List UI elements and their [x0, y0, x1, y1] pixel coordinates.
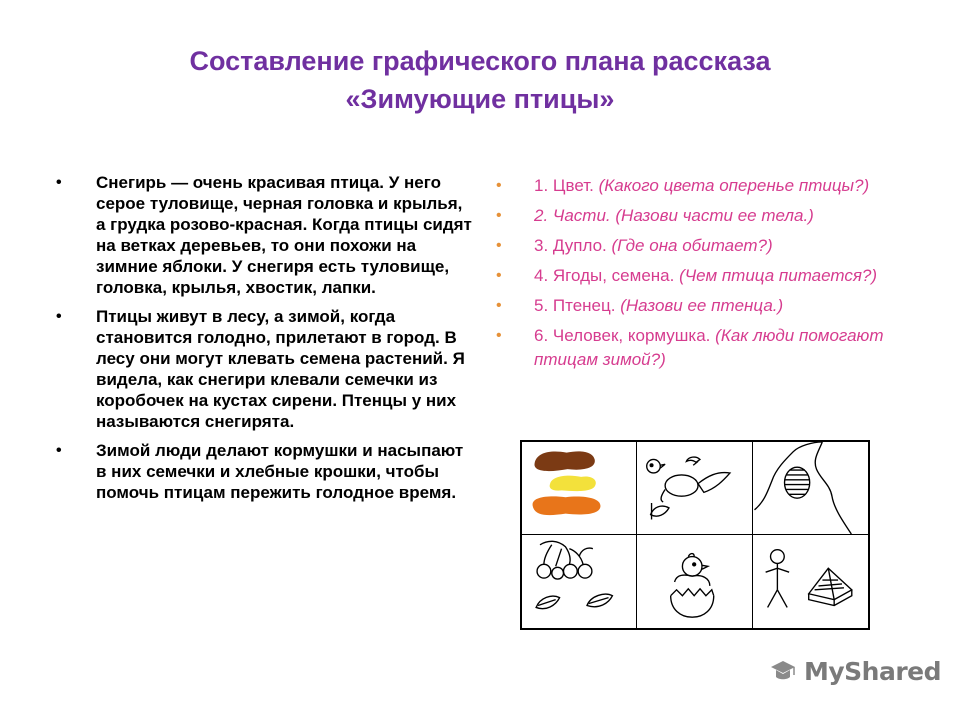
- plan-item-question: (Как люди помогают птицам зимой?): [534, 326, 884, 369]
- plan-cell-chick: [637, 535, 752, 628]
- plan-item-label: 5. Птенец.: [534, 296, 616, 315]
- logo-text: MyShared: [804, 656, 942, 686]
- chick-icon: [637, 535, 751, 628]
- story-paragraph-1: • Снегирь — очень красивая птица. У него серое туловище, черная головка и крылья, а грудка розово-красная. Когда птицы сидят на ветках деревьев, то они похожи на зимние яблоки. У снегиря есть туловище, головка, крылья, хвостик, лапки.: [56, 172, 476, 298]
- plan-cell-color: [522, 442, 637, 535]
- slide-title: [60, 42, 900, 118]
- plan-item-label: 2. Части.: [534, 206, 611, 225]
- bird-parts-icon: [637, 442, 751, 534]
- tree-hollow-icon: [753, 442, 868, 534]
- plan-item: [496, 294, 916, 318]
- plan-cell-person-feeder: [753, 535, 868, 628]
- swatch-yellow: [550, 476, 596, 492]
- plan-item: [496, 324, 916, 372]
- plan-list: [496, 174, 916, 378]
- story-paragraph-2: • Птицы живут в лесу, а зимой, когда становится голодно, прилетают в город. В лесу они могут клевать семена растений. Я видела, как снегири клевали семечки из коробочек на кустах сирени. Птенцы у них называются снегирята.: [56, 306, 476, 432]
- plan-item: [496, 174, 916, 198]
- graphic-plan-grid: [520, 440, 870, 630]
- plan-item: [496, 204, 916, 228]
- swatch-orange: [533, 496, 601, 515]
- title-line-2: «Зимующие птицы»: [345, 84, 615, 114]
- plan-item-question: (Где она обитает?): [611, 236, 773, 255]
- plan-item: [496, 264, 916, 288]
- plan-item-label: 1. Цвет.: [534, 176, 594, 195]
- swatch-brown: [534, 451, 594, 471]
- plan-item-label: 6. Человек, кормушка.: [534, 326, 711, 345]
- plan-item-label: 4. Ягоды, семена.: [534, 266, 675, 285]
- mortarboard-icon: [768, 656, 798, 686]
- plan-item: [496, 234, 916, 258]
- story-text-list: [56, 172, 476, 511]
- myshared-logo: [768, 656, 941, 686]
- plan-item-question: (Какого цвета оперенье птицы?): [598, 176, 870, 195]
- plan-cell-hollow: [753, 442, 868, 535]
- color-swatches-icon: [522, 442, 636, 534]
- plan-cell-berries: [522, 535, 637, 628]
- plan-item-question: (Чем птица питается?): [679, 266, 878, 285]
- person-feeder-icon: [753, 535, 868, 628]
- berries-seeds-icon: [522, 535, 636, 628]
- plan-item-question: (Назови ее птенца.): [620, 296, 784, 315]
- plan-item-question: (Назови части ее тела.): [615, 206, 814, 225]
- story-paragraph-3: • Зимой люди делают кормушки и насыпают в них семечки и хлебные крошки, чтобы помочь птицам пережить голодное время.: [56, 440, 476, 503]
- plan-cell-parts: [637, 442, 752, 535]
- plan-item-label: 3. Дупло.: [534, 236, 607, 255]
- title-line-1: Составление графического плана рассказа: [189, 46, 771, 76]
